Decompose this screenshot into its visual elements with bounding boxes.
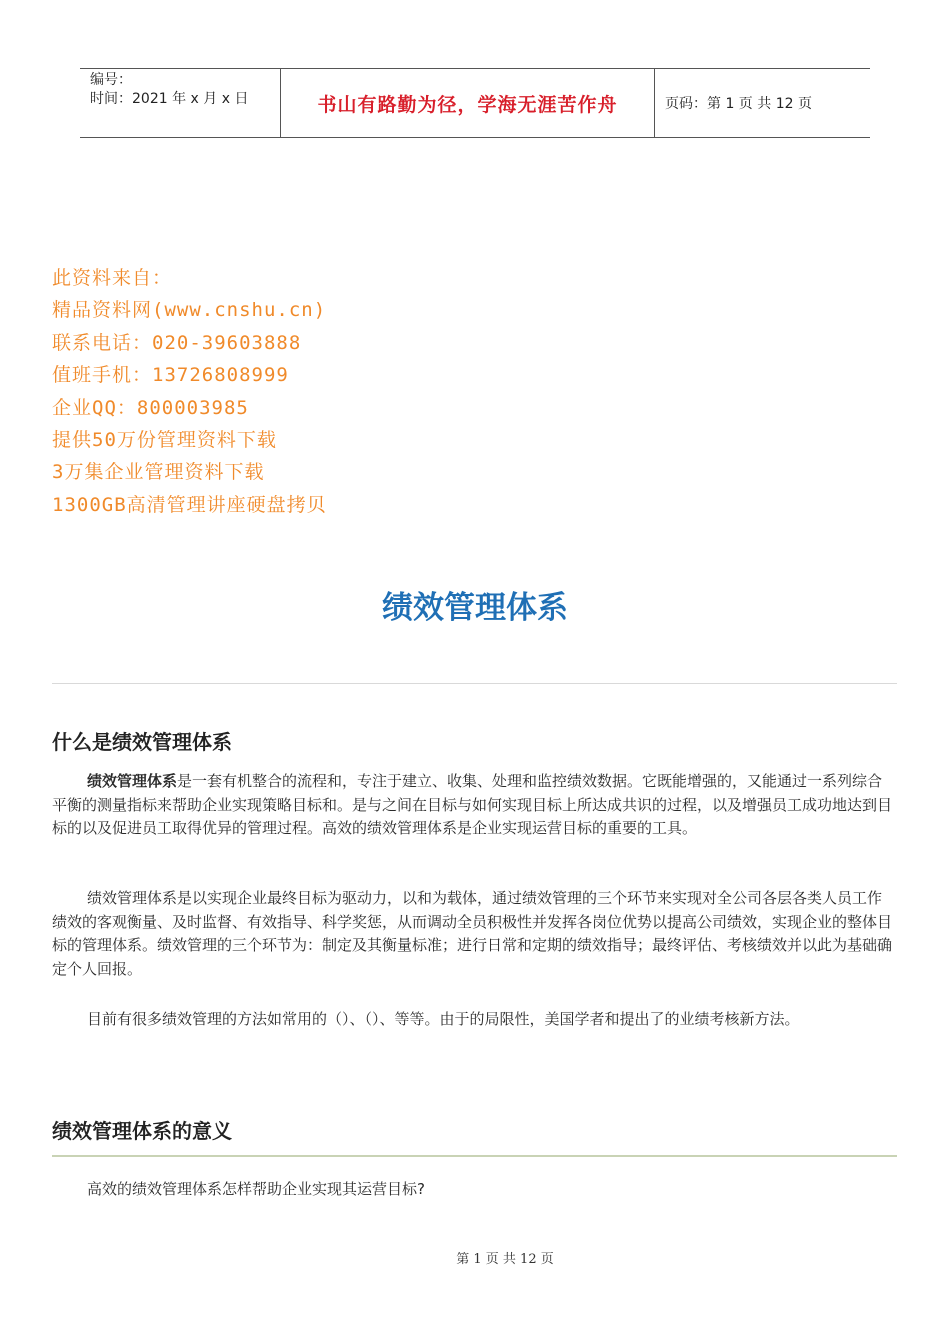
source-line: 联系电话：020-39603888 [52,331,302,354]
divider [52,683,897,684]
source-line: 提供50万份管理资料下载 [52,429,277,452]
section-heading: 什么是绩效管理体系 [52,730,232,754]
motto: 书山有路勤为径，学海无涯苦作舟 [317,93,618,116]
paragraph: 绩效管理体系是以实现企业最终目标为驱动力，以和为载体，通过绩效管理的三个环节来实现对全公司各层各类人员工作绩效的客观衡量、及时监督、有效指导、科学奖惩，从而调动全员积极性并发挥各岗位优势以提高公司绩效，实现企业的整体目标的管理体系。绩效管理的三个环节为：制定及其衡量标准；进行日常和定期的绩效指导；最终评估、考核绩效并以此为基础确定个人回报。 [52,889,893,978]
section-heading: 绩效管理体系的意义 [52,1119,232,1143]
source-info [52,262,327,521]
header-meta [80,69,281,137]
paragraph-text: 是一套有机整合的流程和，专注于建立、收集、处理和监控绩效数据。它既能增强的，又能通过一系列综合平衡的测量指标来帮助企业实现策略目标和。是与之间在目标与如何实现目标上所达成共识的过程，以及增强员工成功地达到目标的以及促进员工取得优异的管理过程。高效的绩效管理体系是企业实现运营目标的重要的工具。 [52,772,893,837]
header-motto-cell [281,69,655,137]
page-header [80,68,870,138]
number-label: 编号： [90,72,132,88]
page-footer: 第 1 页 共 12 页 [456,1252,554,1267]
time-label: 时间：2021 年 x 月 x 日 [90,91,249,107]
source-line: 企业QQ：800003985 [52,396,249,419]
paragraph: 目前有很多绩效管理的方法如常用的（）、（）、等等。由于的局限性，美国学者和提出了的业绩考核新方法。 [87,1010,800,1028]
source-line: 值班手机：13726808999 [52,364,289,387]
page-label: 页码：第 1 页 共 12 页 [665,96,812,112]
paragraph-strong: 绩效管理体系 [87,772,178,790]
source-line: 精品资料网(www.cnshu.cn) [52,299,327,322]
header-page-cell [655,69,870,137]
source-line: 此资料来自： [52,267,173,289]
source-line: 1300GB高清管理讲座硬盘拷贝 [52,493,327,516]
divider [52,1155,897,1157]
document-title: 绩效管理体系 [382,590,568,626]
source-line: 3万集企业管理资料下载 [52,461,265,484]
paragraph: 高效的绩效管理体系怎样帮助企业实现其运营目标? [87,1180,425,1198]
paragraph [52,770,892,841]
